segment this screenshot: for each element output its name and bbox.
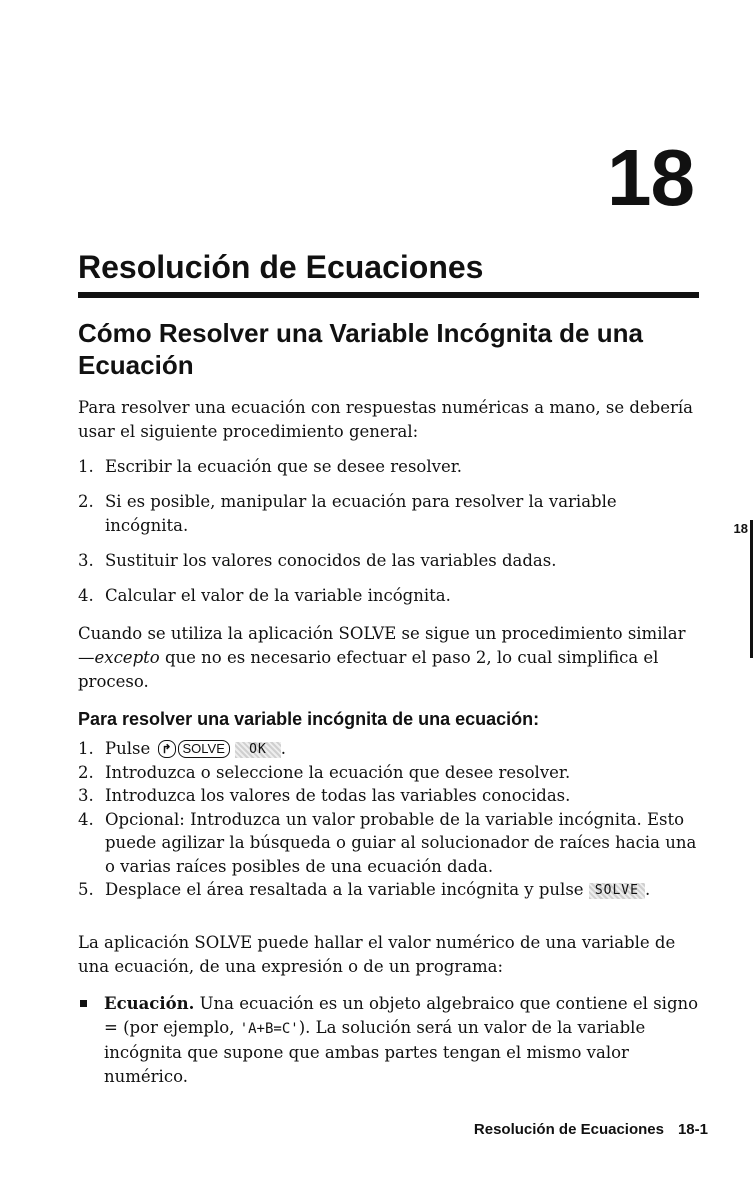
ok-menu-key: OK bbox=[235, 742, 281, 758]
note-text-before: Cuando se utiliza la aplicación SOLVE se sigue un procedimiento similar— bbox=[78, 624, 686, 667]
step-text: Introduzca los valores de todas las variables conocidas. bbox=[105, 786, 571, 805]
general-steps-list bbox=[78, 455, 698, 619]
chapter-title: Resolución de Ecuaciones bbox=[78, 249, 484, 285]
bullet-term: Ecuación. bbox=[104, 994, 195, 1013]
list-item bbox=[78, 490, 698, 538]
list-item bbox=[78, 878, 698, 902]
step-text: Opcional: Introduzca un valor probable de la variable incógnita. Esto puede agilizar la búsqueda o guiar al solucionador de raíces hacia una o varias raíces posibles de una ecuación dada. bbox=[105, 809, 697, 876]
list-item bbox=[78, 737, 698, 761]
bullet-text: ). La solución será un valor de la variable incógnita que supone que ambas partes tengan el mismo valor numérico. bbox=[104, 1018, 646, 1086]
step-number: 2. bbox=[78, 762, 94, 782]
step-number: 1. bbox=[78, 457, 94, 476]
step-end: . bbox=[280, 739, 287, 758]
list-item bbox=[78, 784, 698, 808]
step-text: Sustituir los valores conocidos de las variables dadas. bbox=[105, 551, 557, 570]
list-item bbox=[78, 584, 698, 608]
step-number: 3. bbox=[78, 786, 94, 805]
step-number: 4. bbox=[78, 586, 94, 605]
solve-types-list bbox=[78, 992, 708, 1089]
solve-types-paragraph: La aplicación SOLVE puede hallar el valor numérico de una variable de una ecuación, de una expresión o de un programa: bbox=[78, 933, 676, 976]
step-text: Desplace el área resaltada a la variable incógnita y pulse bbox=[105, 880, 584, 899]
title-rule bbox=[78, 292, 699, 298]
list-item bbox=[78, 761, 698, 785]
step-text: Pulse bbox=[105, 739, 151, 758]
step-number: 5. bbox=[78, 880, 94, 899]
list-item bbox=[78, 549, 698, 573]
intro-paragraph: Para resolver una ecuación con respuestas numéricas a mano, se debería usar el siguiente procedimiento general: bbox=[78, 398, 693, 441]
solve-menu-key: SOLVE bbox=[589, 883, 645, 899]
list-item bbox=[78, 455, 698, 479]
solve-note-paragraph bbox=[78, 622, 698, 694]
side-tab-bar bbox=[750, 520, 753, 658]
solve-key: SOLVE bbox=[178, 740, 230, 758]
list-item bbox=[78, 808, 698, 879]
step-text: Escribir la ecuación que se desee resolver. bbox=[105, 457, 463, 476]
footer-title: Resolución de Ecuaciones bbox=[473, 1121, 664, 1138]
step-number: 4. bbox=[78, 809, 94, 829]
equation-code: 'A+B=C' bbox=[239, 1021, 299, 1037]
page-footer bbox=[474, 1121, 708, 1138]
bullet-text: Una ecuación es un objeto algebraico que contiene el signo = (por ejemplo, bbox=[104, 994, 699, 1037]
square-bullet-icon bbox=[80, 1000, 87, 1007]
procedure-steps-list bbox=[78, 737, 698, 902]
step-text: Si es posible, manipular la ecuación para resolver la variable incógnita. bbox=[105, 492, 617, 535]
step-text: Introduzca o seleccione la ecuación que desee resolver. bbox=[105, 762, 571, 782]
side-tab-label: 18 bbox=[733, 521, 748, 536]
step-text: Calcular el valor de la variable incógnita. bbox=[105, 586, 451, 605]
step-number: 2. bbox=[78, 492, 94, 511]
step-number: 1. bbox=[78, 739, 94, 758]
procedure-heading: Para resolver una variable incógnita de una ecuación: bbox=[78, 709, 540, 729]
note-emphasis: excepto bbox=[94, 648, 160, 667]
page-number: 18-1 bbox=[677, 1121, 708, 1138]
list-item bbox=[78, 992, 708, 1089]
step-number: 3. bbox=[78, 551, 94, 570]
step-end: . bbox=[644, 880, 651, 899]
right-shift-key-icon: ↱ bbox=[158, 740, 176, 758]
note-text-after: que no es necesario efectuar el paso 2, lo cual simplifica el proceso. bbox=[78, 648, 659, 691]
chapter-number: 18 bbox=[607, 133, 694, 222]
section-heading: Cómo Resolver una Variable Incógnita de una Ecuación bbox=[78, 318, 643, 380]
